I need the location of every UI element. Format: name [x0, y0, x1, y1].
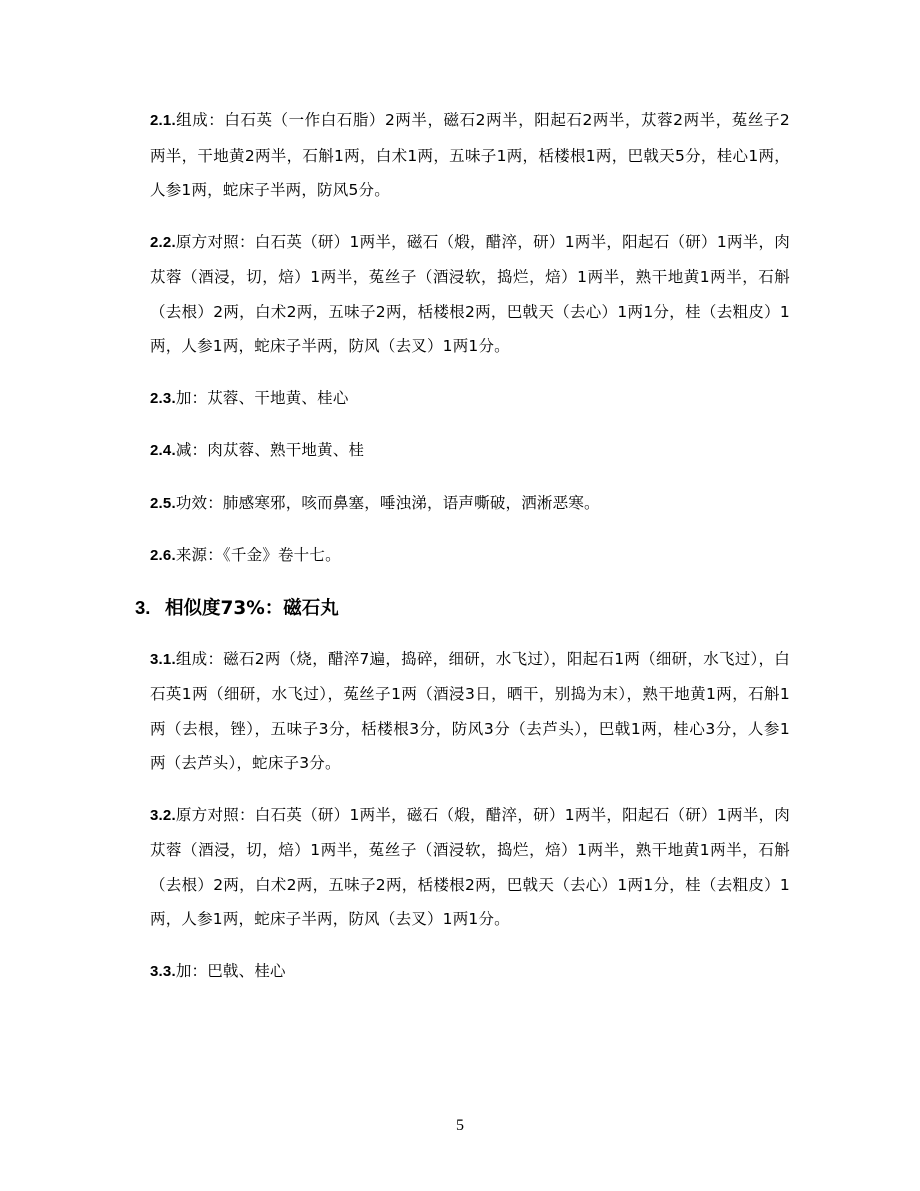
item-2-3 — [150, 381, 790, 417]
item-3-3 — [150, 954, 790, 990]
item-number: 3.1. — [150, 650, 176, 668]
item-number: 3.2. — [150, 806, 176, 824]
page-number: 5 — [456, 1117, 464, 1134]
heading-number: 3. — [135, 596, 151, 618]
item-number: 2.5. — [150, 494, 176, 512]
item-text: 来源：《千金》卷十七。 — [175, 546, 341, 564]
document-body — [135, 103, 790, 1006]
item-number: 2.2. — [150, 233, 176, 251]
item-2-5 — [150, 486, 790, 522]
heading-text: 相似度73%：磁石丸 — [165, 597, 339, 619]
item-number: 2.4. — [150, 442, 176, 459]
item-text: 原方对照：白石英（研）1两半，磁石（煅，醋淬，研）1两半，阳起石（研）1两半，肉苁蓉（酒浸，切，焙）1两半，菟丝子（酒浸软，捣烂，焙）1两半，熟干地黄1两半，石斛（去根）2两，白术2两，五味子2两，栝楼根2两，巴戟天（去心）1两1分，桂（去粗皮）1两，人参1两，蛇床子半两，防风（去叉）1两1分。 — [150, 232, 790, 355]
item-text: 组成：白石英（一作白石脂）2两半，磁石2两半，阳起石2两半，苁蓉2两半，菟丝子2两半，干地黄2两半，石斛1两，白术1两，五味子1两，栝楼根1两，巴戟天5分，桂心1两，人参1两，蛇床子半两，防风5分。 — [150, 111, 790, 199]
item-2-4 — [150, 433, 790, 469]
item-3-1 — [150, 642, 790, 781]
item-number: 2.6. — [150, 547, 176, 564]
item-2-2 — [150, 225, 790, 364]
section-3-heading — [135, 591, 790, 626]
item-number: 2.1. — [150, 112, 176, 129]
item-text: 减：肉苁蓉、熟干地黄、桂 — [175, 441, 365, 459]
item-number: 2.3. — [150, 389, 176, 407]
item-text: 功效：肺感寒邪，咳而鼻塞，唾浊涕，语声嘶破，洒淅恶寒。 — [175, 493, 600, 512]
item-2-1 — [150, 103, 790, 208]
item-text: 原方对照：白石英（研）1两半，磁石（煅，醋淬，研）1两半，阳起石（研）1两半，肉苁蓉（酒浸，切，焙）1两半，菟丝子（酒浸软，捣烂，焙）1两半，熟干地黄1两半，石斛（去根）2两，白术2两，五味子2两，栝楼根2两，巴戟天（去心）1两1分，桂（去粗皮）1两，人参1两，蛇床子半两，防风（去叉）1两1分。 — [150, 805, 790, 928]
item-text: 加：巴戟、桂心 — [175, 961, 286, 980]
item-3-2 — [150, 798, 790, 937]
item-text: 加：苁蓉、干地黄、桂心 — [175, 388, 349, 407]
item-2-6 — [150, 538, 790, 574]
item-text: 组成：磁石2两（烧，醋淬7遍，捣碎，细研，水飞过），阳起石1两（细研，水飞过），白石英1两（细研，水飞过），菟丝子1两（酒浸3日，晒干，别捣为末），熟干地黄1两，石斛1两（去根，锉），五味子3分，栝楼根3分，防风3分（去芦头），巴戟1两，桂心3分，人参1两（去芦头），蛇床子3分。 — [150, 649, 790, 772]
item-number: 3.3. — [150, 962, 176, 980]
